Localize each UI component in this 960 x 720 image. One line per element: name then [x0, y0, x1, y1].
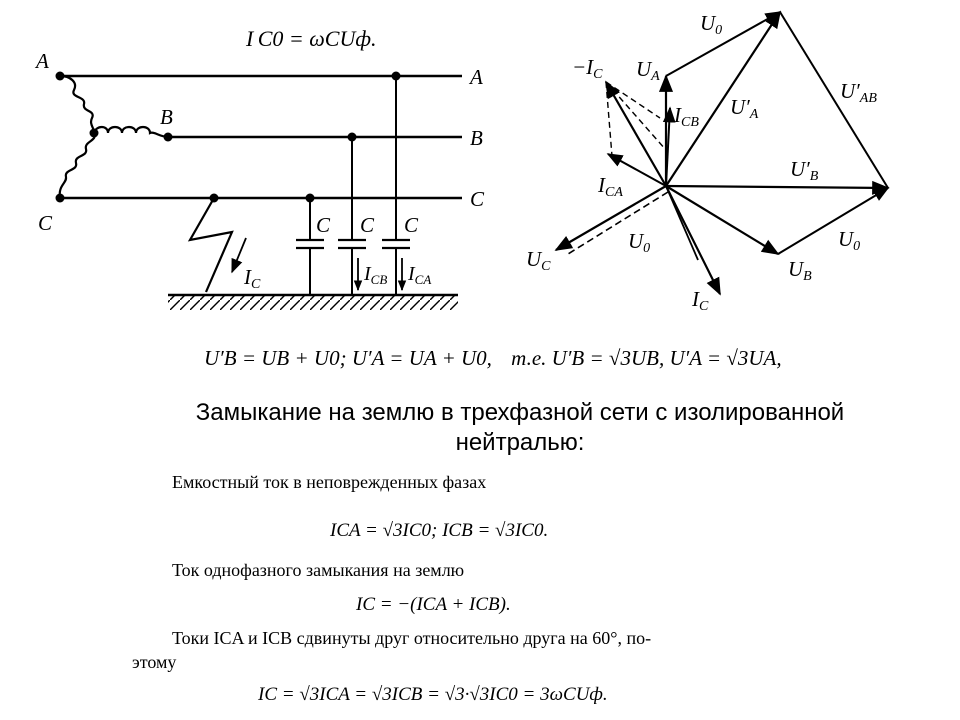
- label-u0-left: U0: [628, 229, 651, 256]
- label-uab-prime: U′AB: [840, 79, 877, 106]
- node-neutral: [90, 129, 99, 138]
- formula-capacitive-current: ICA = √3IC0; ICB = √3IC0.: [330, 520, 549, 541]
- capacitor-a: [382, 72, 410, 295]
- capacitor-c: [296, 194, 324, 295]
- formula-ic0: I C0 = ωCUф.: [246, 26, 377, 51]
- winding-c: [60, 133, 95, 198]
- label-c-right: C: [470, 187, 485, 211]
- vector-u0-right: [778, 188, 888, 254]
- label-fault-current: IC: [244, 265, 261, 292]
- heading-line-2: нейтралью:: [455, 429, 585, 456]
- label-icb-phasor: ICB: [674, 103, 699, 130]
- vector-equation-main: U′B = UB + U0; U′A = UA + U0,: [204, 346, 492, 370]
- label-minus-ic: −IC: [572, 55, 603, 82]
- heading-line-1: Замыкание на землю в трехфазной сети с изолированной: [195, 399, 845, 426]
- label-ua-prime: U′A: [730, 95, 759, 122]
- label-ua: UA: [636, 57, 660, 84]
- label-a-right: A: [470, 65, 483, 89]
- vector-ub-prime: [666, 186, 888, 188]
- capacitor-label-2: C: [360, 213, 375, 237]
- label-u0-top: U0: [700, 11, 723, 38]
- label-u0-right: U0: [838, 227, 861, 254]
- label-b-right: B: [470, 126, 483, 150]
- vector-u0-down: [666, 186, 698, 260]
- label-a-left: A: [36, 49, 49, 73]
- paragraph-fault-current: Ток однофазного замыкания на землю: [172, 560, 465, 580]
- node-a-source: [56, 72, 65, 81]
- capacitor-label-3: C: [404, 213, 419, 237]
- label-icb: $I_{CB}$: [364, 263, 388, 287]
- capacitor-label-1: C: [316, 213, 331, 237]
- label-uc: UC: [526, 247, 551, 274]
- node-c-source: [56, 194, 65, 203]
- formula-fault-current: IC = −(ICA + ICB).: [356, 594, 511, 615]
- vector-u0-left: [568, 192, 668, 254]
- fault-zigzag: [190, 198, 232, 292]
- winding-a: [60, 76, 94, 132]
- paragraph-phase-shift-line-1: Токи ICA и ICB сдвинуты друг относительно друга на 60°, по-: [172, 628, 652, 648]
- paragraph-capacitive-current: Емкостный ток в неповрежденных фазах: [172, 472, 487, 492]
- ground-hatching: [168, 296, 458, 310]
- vector-ua-prime: [666, 12, 780, 186]
- label-ica: $I_{CA}$: [408, 263, 432, 287]
- phasor-diagram: [556, 12, 888, 294]
- vector-equation: [204, 346, 782, 371]
- paragraph-phase-shift-line-2: этому: [132, 652, 177, 672]
- node-b-source: [164, 133, 173, 142]
- label-c-left: C: [38, 211, 53, 235]
- label-b-left: B: [160, 105, 173, 129]
- vector-u0-top: [666, 12, 780, 76]
- winding-b: [94, 127, 168, 137]
- label-ub: UB: [788, 257, 812, 284]
- label-ica-phasor: ICA: [598, 173, 623, 200]
- formula-total-fault-current: IC = √3ICA = √3ICB = √3·√3IC0 = 3ωCUф.: [258, 684, 608, 705]
- label-ub-prime: U′B: [790, 157, 819, 184]
- section-heading: [130, 398, 910, 458]
- label-ic-phasor: IC: [692, 287, 709, 314]
- vector-equation-tail: т.е. U′B = √3UB, U′A = √3UA,: [511, 346, 782, 370]
